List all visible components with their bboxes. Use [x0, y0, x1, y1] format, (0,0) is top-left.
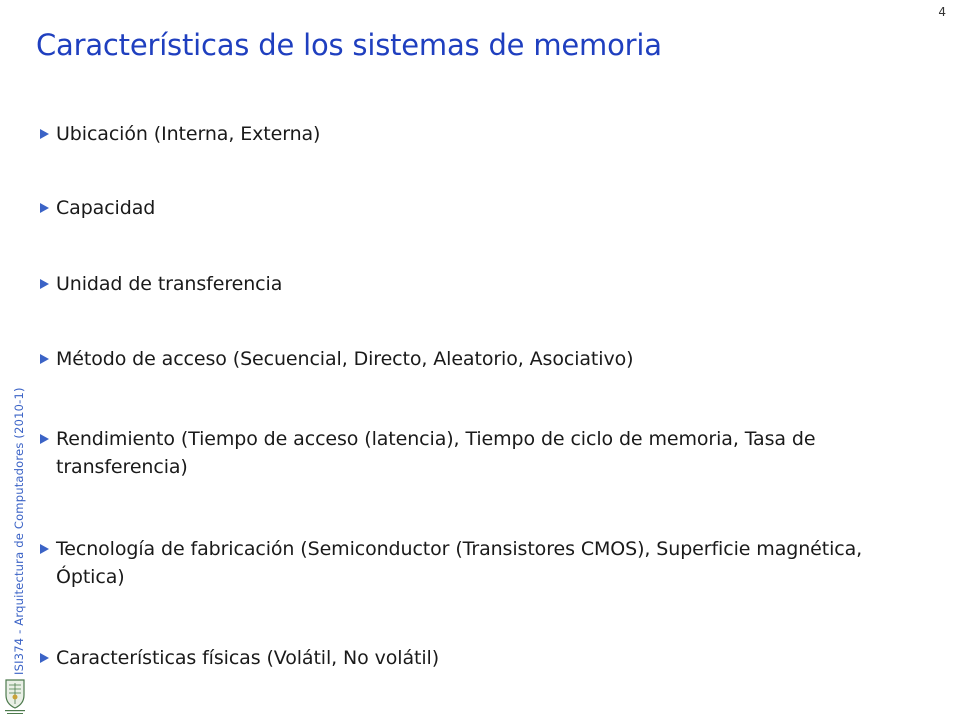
list-item [38, 120, 926, 148]
university-crest-icon [3, 677, 27, 717]
triangle-right-icon [38, 120, 56, 142]
triangle-right-icon [38, 425, 56, 447]
list-item [38, 345, 926, 373]
bullet-text: Capacidad [56, 197, 156, 219]
page-number: 4 [938, 5, 946, 19]
list-item [38, 194, 926, 222]
bullet-text: Método de acceso (Secuencial, Directo, Aleatorio, Asociativo) [56, 348, 634, 370]
bullet-text: Características físicas (Volátil, No volátil) [56, 647, 440, 669]
list-item [38, 270, 926, 298]
triangle-right-icon [38, 644, 56, 666]
list-item [38, 644, 926, 672]
triangle-right-icon [38, 345, 56, 367]
triangle-right-icon [38, 270, 56, 292]
triangle-right-icon [38, 194, 56, 216]
list-item [38, 425, 926, 481]
bullet-text: Unidad de transferencia [56, 273, 283, 295]
list-item [38, 535, 926, 591]
triangle-right-icon [38, 535, 56, 557]
sidebar [0, 0, 30, 720]
bullet-text: Tecnología de fabricación (Semiconductor (Transistores CMOS), Superficie magnética, Óptica) [56, 538, 863, 588]
sidebar-course-label: ISI374 - Arquitectura de Computadores (2010-1) [12, 387, 26, 675]
bullet-text: Rendimiento (Tiempo de acceso (latencia), Tiempo de ciclo de memoria, Tasa de transferencia) [56, 428, 816, 478]
bullet-text: Ubicación (Interna, Externa) [56, 123, 321, 145]
slide-title: Características de los sistemas de memoria [36, 28, 662, 62]
